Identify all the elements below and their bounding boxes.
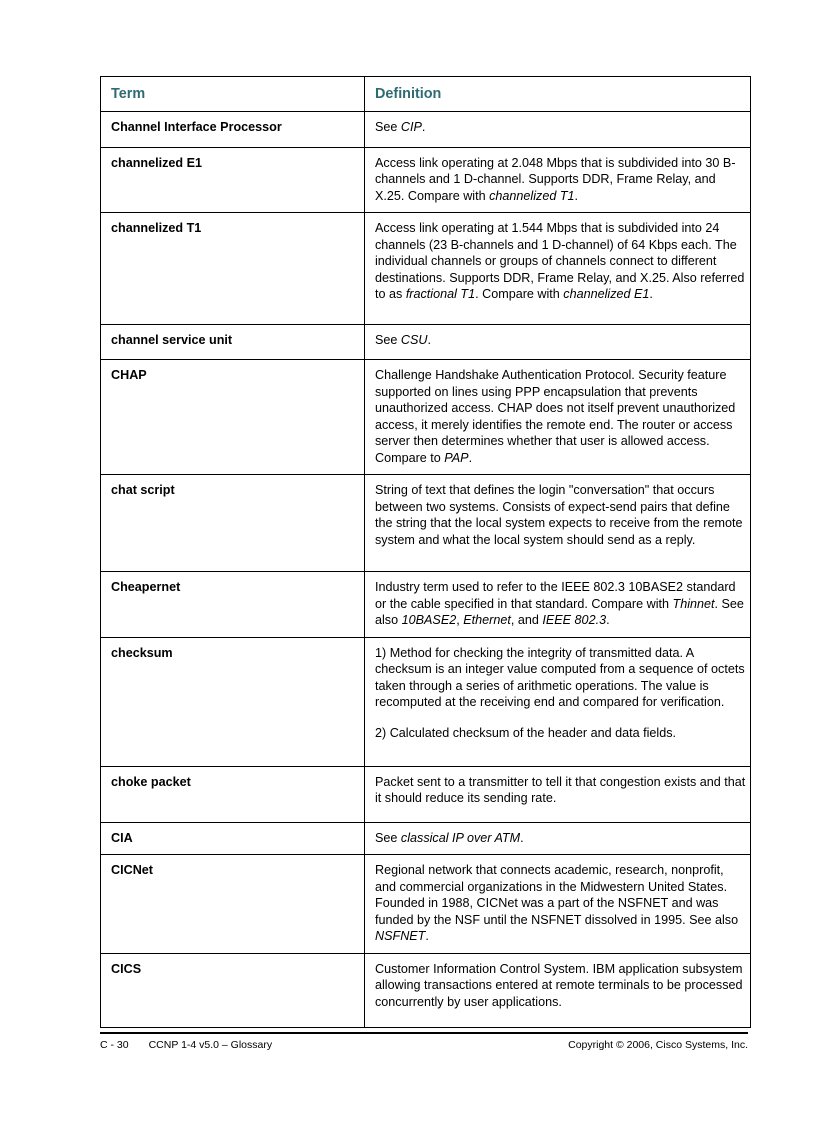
definition-paragraph [375,645,748,711]
definition-text: 1) Method for checking the integrity of transmitted data. A checksum is an integer value computed from a sequence of octets taken through a series of arithmetic operations. The value is recomputed at the receiving end and compared for verification. [375,645,745,709]
definition-cell [365,953,751,1027]
definition-paragraph [375,482,748,548]
definition-paragraph [375,830,748,847]
definition-paragraph [375,155,748,205]
definition-paragraph [375,220,748,303]
glossary-table [100,76,751,1028]
definition-text: , [456,613,464,627]
definition-text: . [606,613,610,627]
definition-paragraph [375,774,748,807]
definition-paragraph [375,119,748,136]
term-cell: checksum [101,637,365,766]
definition-text: Packet sent to a transmitter to tell it that congestion exists and that it should reduce its sending rate. [375,774,746,805]
term-cell: CIA [101,822,365,855]
table-row [101,953,751,1027]
definition-text: . Compare with [475,287,564,301]
definition-text: . [468,450,473,465]
definition-text: . [421,119,426,134]
document-title: CCNP 1-4 v5.0 – Glossary [148,1039,273,1051]
table-row [101,111,751,147]
cross-reference: fractional T1 [405,287,476,301]
cross-reference: Thinnet [672,596,715,611]
table-row [101,475,751,572]
definition-cell [365,855,751,954]
footer-rule [100,1032,748,1034]
term-cell: channel service unit [101,325,365,360]
definition-column-header: Definition [365,77,751,112]
cross-reference: CSU [400,333,428,347]
table-row [101,572,751,638]
definition-paragraph [375,332,748,349]
cross-reference: CIP [400,119,422,134]
definition-text: Challenge Handshake Authentication Protocol. Security feature supported on lines using PPP encapsulation that prevents unauthorized access. CHAP does not itself prevent unauthorized access, it merely identifies the remote end. The router or access server then determines whether that user is allowed access. Compare to [375,368,736,465]
table-header-row [101,77,751,112]
term-column-header: Term [101,77,365,112]
definition-text: See [375,119,401,134]
definition-text: . [520,830,524,845]
term-cell: choke packet [101,766,365,822]
table-row [101,325,751,360]
cross-reference: Ethernet [463,613,511,627]
table-row [101,855,751,954]
cross-reference: 10BASE2 [401,613,457,627]
term-cell: CICNet [101,855,365,954]
cross-reference: channelized T1 [489,188,575,203]
term-cell: CHAP [101,360,365,475]
page-number: C - 30 [100,1039,129,1051]
definition-text: . [425,929,429,943]
definition-cell [365,766,751,822]
term-cell: CICS [101,953,365,1027]
definition-cell [365,213,751,325]
definition-text: See [375,333,401,347]
table-row [101,213,751,325]
table-row [101,637,751,766]
definition-cell [365,111,751,147]
glossary-body [101,111,751,1027]
definition-text: . [649,287,653,301]
definition-text: Customer Information Control System. IBM application subsystem allowing transactions entered at remote terminals to be processed concurrently by user applications. [375,961,743,1009]
cross-reference: PAP [444,450,469,465]
table-row [101,766,751,822]
definition-paragraph [375,579,748,629]
term-cell: channelized E1 [101,147,365,213]
term-cell: chat script [101,475,365,572]
definition-cell [365,360,751,475]
term-cell: Cheapernet [101,572,365,638]
definition-paragraph [375,725,748,742]
table-row [101,147,751,213]
definition-text: Access link operating at 2.048 Mbps that is subdivided into 30 B-channels and 1 D-channel. Supports DDR, Frame Relay, and X.25. Compare with [375,155,736,203]
definition-paragraph [375,961,748,1011]
definition-text: . See also [375,596,744,627]
definition-cell [365,637,751,766]
definition-text: 2) Calculated checksum of the header and data fields. [375,725,677,740]
definition-cell [365,822,751,855]
definition-cell [365,325,751,360]
definition-paragraph [375,862,748,945]
table-row [101,822,751,855]
copyright-notice: Copyright © 2006, Cisco Systems, Inc. [568,1039,748,1051]
cross-reference: NSFNET [375,929,426,943]
definition-text: See [375,830,401,845]
definition-text: Regional network that connects academic, research, nonprofit, and commercial organizations in the Midwestern United States. Founded in 1988, CICNet was a part of the NSFNET and was funded by the NSF until the NSFNET dissolved in 1995. See also [375,863,739,927]
definition-cell [365,572,751,638]
definition-cell [365,147,751,213]
table-row [101,360,751,475]
definition-paragraph [375,367,748,466]
footer-left [100,1039,272,1051]
definition-text: . [427,333,432,347]
term-cell: channelized T1 [101,213,365,325]
definition-text: . [574,188,579,203]
definition-text: Access link operating at 1.544 Mbps that is subdivided into 24 channels (23 B-channels and 1 D-channel) of 64 Kbps each. The individual channels or groups of channels connect to different destinations. Supports DDR, Frame Relay, and X.25. Also referred to as [375,221,745,301]
term-cell: Channel Interface Processor [101,111,365,147]
definition-cell [365,475,751,572]
definition-text: , and [510,613,543,627]
definition-text: Industry term used to refer to the IEEE 802.3 10BASE2 standard or the cable specified in that standard. Compare with [375,580,736,611]
cross-reference: classical IP over ATM [400,830,521,845]
definition-text: String of text that defines the login "conversation" that occurs between two systems. Consists of expect-send pairs that define the string that the local system expects to receive from the remote system and what the local system should send as a reply. [375,483,743,547]
cross-reference: IEEE 802.3 [542,613,607,627]
cross-reference: channelized E1 [563,287,650,301]
